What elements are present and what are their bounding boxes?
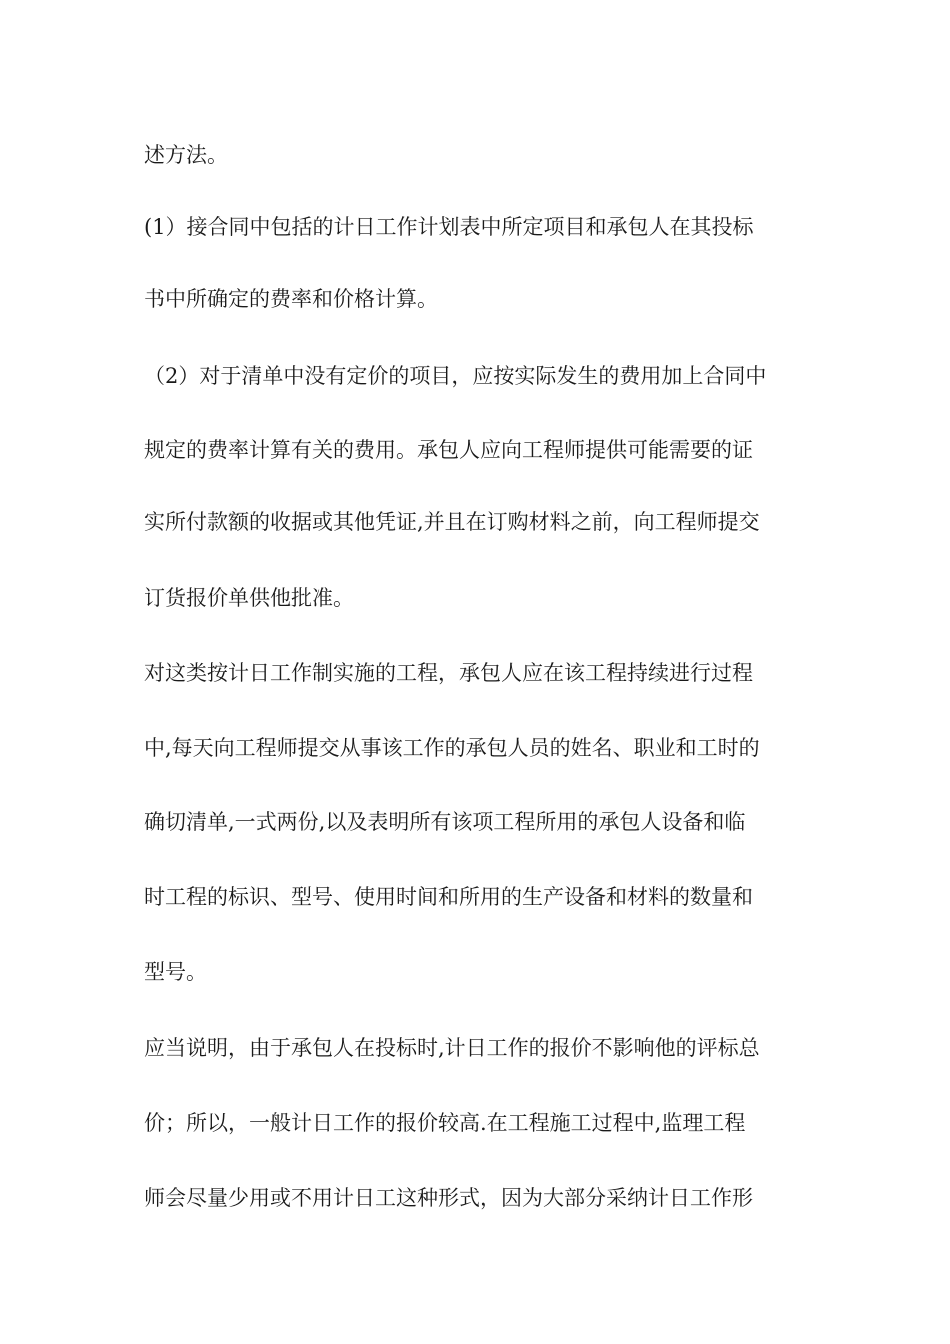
text-line: 应当说明，由于承包人在投标时,计日工作的报价不影响他的评标总 [144,1036,760,1060]
text-line: 中,每天向工程师提交从事该工作的承包人员的姓名、职业和工时的 [144,736,760,760]
text-line: 师会尽量少用或不用计日工这种形式，因为大部分采纳计日工作形 [144,1186,753,1210]
text-line: 实所付款额的收据或其他凭证,并且在订购材料之前，向工程师提交 [144,510,760,534]
text-line: 价；所以，一般计日工作的报价较高.在工程施工过程中,监理工程 [144,1111,746,1135]
text-line: 述方法。 [144,143,228,167]
text-line: 对这类按计日工作制实施的工程，承包人应在该工程持续进行过程 [144,661,753,685]
text-line: 确切清单,一式两份,以及表明所有该项工程所用的承包人设备和临 [144,810,746,834]
text-line: （2）对于清单中没有定价的项目，应按实际发生的费用加上合同中 [144,364,767,388]
text-line: 时工程的标识、型号、使用时间和所用的生产设备和材料的数量和 [144,885,753,909]
text-line: 型号。 [144,960,207,984]
text-line: 书中所确定的费率和价格计算。 [144,287,438,311]
text-line: (1）接合同中包括的计日工作计划表中所定项目和承包人在其投标 [144,215,754,239]
text-line: 规定的费率计算有关的费用。承包人应向工程师提供可能需要的证 [144,438,753,462]
text-line: 订货报价单供他批准。 [144,586,354,610]
